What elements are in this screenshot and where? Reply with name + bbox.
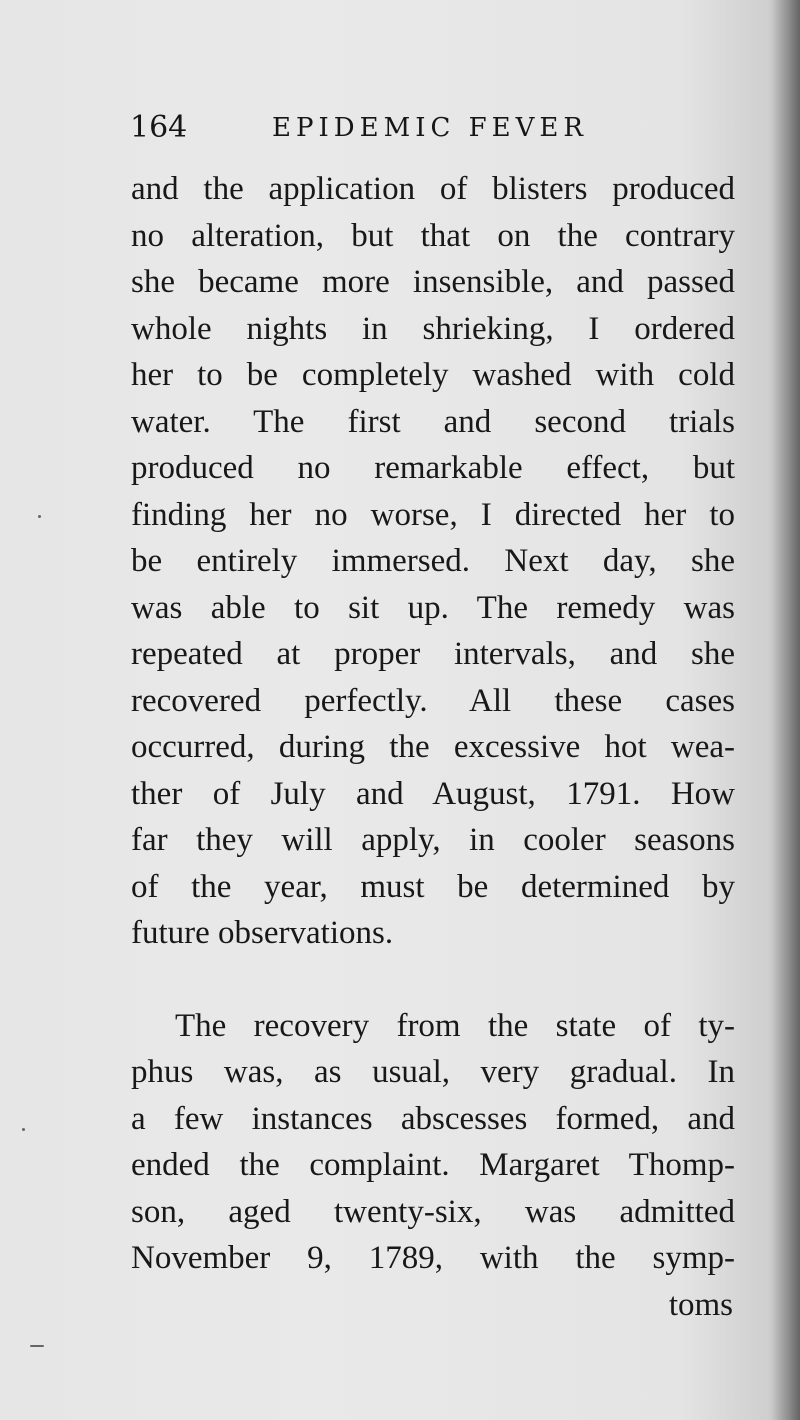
page-number: 164 bbox=[130, 110, 188, 145]
running-header bbox=[130, 108, 600, 148]
text-line: produced no remarkable effect, but bbox=[131, 450, 735, 486]
text-line: of the year, must be determined by bbox=[131, 868, 735, 905]
text-line: water. The first and second trials bbox=[131, 403, 735, 440]
text-line: her to be completely washed with cold bbox=[131, 357, 735, 393]
running-head-title: EPIDEMIC FEVER bbox=[272, 113, 588, 143]
paragraph-gap bbox=[131, 957, 735, 1003]
body-text bbox=[131, 166, 735, 1328]
text-line: future observations. bbox=[131, 915, 394, 951]
text-line: phus was, as usual, very gradual. In bbox=[131, 1054, 735, 1090]
text-line: repeated at proper intervals, and she bbox=[131, 636, 735, 672]
text-line: ther of July and August, 1791. How bbox=[131, 775, 735, 812]
text-line: occurred, during the excessive hot wea- bbox=[131, 729, 735, 765]
paper-speck bbox=[38, 515, 41, 518]
text-line: no alteration, but that on the contrary bbox=[131, 217, 735, 254]
text-line: finding her no worse, I directed her to bbox=[131, 496, 735, 533]
text-line: ended the complaint. Margaret Thomp- bbox=[131, 1147, 735, 1183]
text-line: The recovery from the state of ty- bbox=[175, 1007, 735, 1044]
text-line: and the application of blisters produced bbox=[131, 171, 735, 207]
text-line: November 9, 1789, with the symp- bbox=[131, 1240, 735, 1276]
paper-speck bbox=[22, 1128, 25, 1131]
text-line: recovered perfectly. All these cases bbox=[131, 682, 735, 719]
text-line: son, aged twenty-six, was admitted bbox=[131, 1193, 735, 1230]
page-edge-shadow bbox=[772, 0, 800, 1420]
text-line: whole nights in shrieking, I ordered bbox=[131, 310, 735, 347]
text-line: be entirely immersed. Next day, she bbox=[131, 543, 735, 579]
text-line: was able to sit up. The remedy was bbox=[131, 589, 735, 626]
text-line: a few instances abscesses formed, and bbox=[131, 1100, 735, 1137]
paper-speck bbox=[30, 1345, 44, 1347]
text-line: far they will apply, in cooler seasons bbox=[131, 822, 735, 858]
paragraph bbox=[131, 166, 735, 957]
catchword: toms bbox=[668, 1286, 733, 1323]
paragraph bbox=[131, 1003, 735, 1282]
text-line: she became more insensible, and passed bbox=[131, 264, 735, 300]
